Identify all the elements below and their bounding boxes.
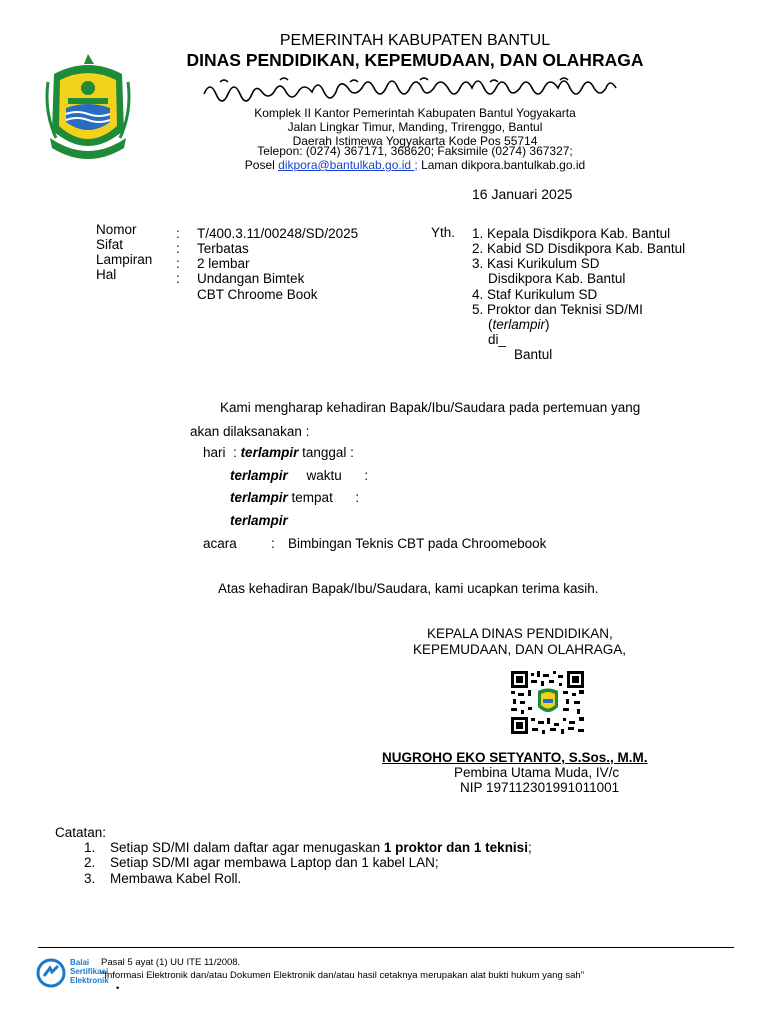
meta-label-hal: Hal — [96, 267, 117, 282]
attached-text: terlampir — [492, 317, 546, 332]
recipient-place: Bantul — [514, 347, 553, 362]
colon: : — [233, 445, 237, 460]
bsre-logo-line-2: Sertifikasi — [70, 967, 109, 976]
note-item-3: Membawa Kabel Roll. — [110, 871, 242, 886]
di-label: di_ — [488, 332, 507, 347]
address-line-3: Daerah Istimewa Yogyakarta Kode Pos 55714 — [292, 134, 538, 148]
tanggal-value: terlampir — [230, 468, 288, 483]
footer-bullet: • — [116, 983, 120, 994]
waktu-row — [230, 468, 368, 483]
waktu-label: waktu — [306, 468, 342, 483]
meta-value-nomor: T/400.3.11/00248/SD/2025 — [197, 226, 359, 241]
tempat-label: tempat — [291, 490, 333, 505]
javanese-script-icon — [200, 74, 630, 106]
acara-value: Bimbingan Teknis CBT pada Chroomebook — [288, 536, 547, 551]
signer-rank: Pembina Utama Muda, IV/c — [454, 765, 620, 780]
intro-line-1: Kami mengharap kehadiran Bapak/Ibu/Saudara pada pertemuan yang — [220, 400, 641, 415]
note-item-2: Setiap SD/MI agar membawa Laptop dan 1 kabel LAN; — [110, 855, 439, 870]
bsre-logo-line-3: Elektronik — [70, 976, 109, 985]
waktu-value: terlampir — [230, 490, 288, 505]
note-1-suffix: ; — [527, 840, 532, 855]
meta-colon: : — [176, 256, 180, 271]
note-number-1: 1. — [84, 840, 96, 855]
meta-colon: : — [176, 226, 180, 241]
recipient-2: 2. Kabid SD Disdikpora Kab. Bantul — [472, 241, 686, 256]
notes-heading: Catatan: — [55, 825, 107, 840]
contact-line — [190, 159, 640, 173]
address-line-2: Jalan Lingkar Timur, Manding, Trirenggo, Bantul — [287, 120, 543, 134]
recipient-3-cont: Disdikpora Kab. Bantul — [488, 271, 626, 286]
meta-label-lampiran: Lampiran — [96, 252, 153, 267]
hari-row — [203, 445, 354, 460]
letter-date: 16 Januari 2025 — [472, 186, 573, 202]
meta-value-lampiran: 2 lembar — [197, 256, 250, 271]
website-text: Laman dikpora.bantulkab.go.id — [417, 158, 586, 172]
signer-name: NUGROHO EKO SETYANTO, S.Sos., M.M. — [382, 750, 648, 765]
yth-label: Yth. — [431, 225, 456, 240]
footer-divider — [38, 947, 734, 948]
note-1-bold: 1 proktor dan 1 teknisi — [383, 840, 528, 855]
signer-nip: NIP 197112301991011001 — [460, 780, 620, 795]
footer-legal-statement: "Informasi Elektronik dan/atau Dokumen Elektronik dan/atau hasil cetaknya merupakan alat bukti hukum yang sah" — [101, 970, 585, 981]
government-name: PEMERINTAH KABUPATEN BANTUL — [279, 32, 551, 49]
note-1-prefix: Setiap SD/MI dalam daftar agar menugaskan — [110, 840, 384, 855]
acara-colon: : — [271, 536, 275, 551]
recipient-5: 5. Proktor dan Teknisi SD/MI — [472, 302, 643, 317]
note-number-3: 3. — [84, 871, 96, 886]
signer-title-2: KEPEMUDAAN, DAN OLAHRAGA, — [413, 642, 627, 657]
hari-label: hari — [203, 445, 226, 460]
meta-colon: : — [176, 271, 180, 286]
email-link[interactable]: dikpora@bantulkab.go.id ; — [278, 158, 418, 172]
agency-name: DINAS PENDIDIKAN, KEPEMUDAAN, DAN OLAHRAGA — [186, 50, 644, 70]
tempat-row — [230, 490, 359, 505]
note-number-2: 2. — [84, 855, 96, 870]
closing-text: Atas kehadiran Bapak/Ibu/Saudara, kami ucapkan terima kasih. — [218, 581, 599, 596]
footer-law-reference: Pasal 5 ayat (1) UU ITE 11/2008. — [101, 957, 241, 968]
meta-value-hal-line2: CBT Chroome Book — [197, 287, 318, 302]
signer-title-1: KEPALA DINAS PENDIDIKAN, — [427, 626, 613, 641]
recipient-4: 4. Staf Kurikulum SD — [472, 287, 598, 302]
tempat-value-row — [230, 513, 288, 528]
phone-line: Telepon: (0274) 367171, 368620; Faksimile (0274) 367327; — [257, 144, 573, 158]
hari-value: terlampir — [240, 445, 299, 460]
colon: : — [364, 468, 369, 483]
tempat-value: terlampir — [230, 513, 288, 528]
bantul-emblem-icon — [44, 52, 132, 170]
colon: : — [355, 490, 360, 505]
recipient-3: 3. Kasi Kurikulum SD — [472, 256, 600, 271]
meta-value-hal: Undangan Bimtek — [197, 271, 305, 286]
email-prefix: Posel — [244, 158, 279, 172]
acara-label: acara — [203, 536, 237, 551]
bsre-logo-line-1: Balai — [70, 958, 90, 967]
colon: : — [350, 445, 354, 460]
meta-colon: : — [176, 241, 180, 256]
meta-label-nomor: Nomor — [96, 222, 137, 237]
address-line-1: Komplek II Kantor Pemerintah Kabupaten Bantul Yogyakarta — [254, 106, 576, 120]
meta-label-sifat: Sifat — [96, 237, 124, 252]
recipient-attached: (terlampir) — [488, 317, 550, 332]
meta-value-sifat: Terbatas — [197, 241, 249, 256]
qr-code-icon — [511, 671, 584, 734]
intro-line-2: akan dilaksanakan : — [190, 424, 310, 439]
bsre-logo-icon — [36, 958, 66, 988]
tanggal-label: tanggal — [302, 445, 347, 460]
recipient-1: 1. Kepala Disdikpora Kab. Bantul — [472, 226, 671, 241]
note-item-1 — [110, 840, 532, 855]
